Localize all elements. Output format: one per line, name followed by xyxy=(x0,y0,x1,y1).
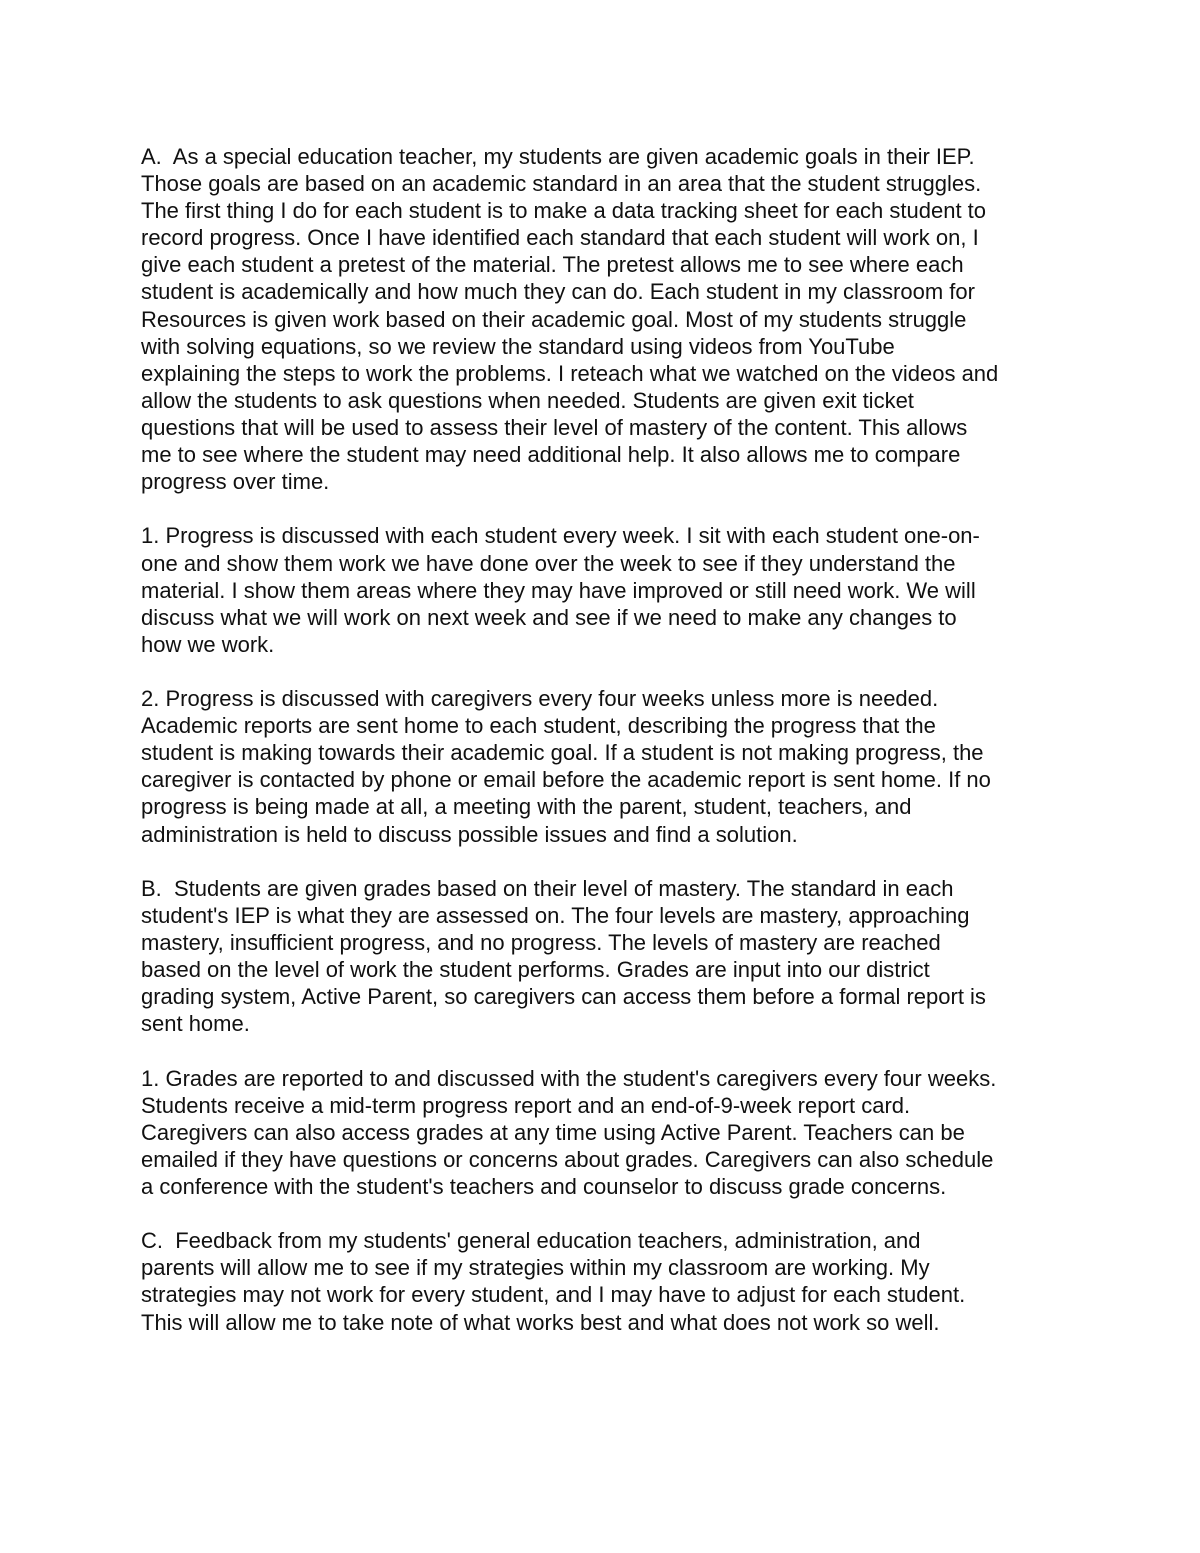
text-line: record progress. Once I have identified each standard that each student will work on, I xyxy=(141,225,979,251)
text-line: give each student a pretest of the material. The pretest allows me to see where each xyxy=(141,252,964,278)
text-line: Academic reports are sent home to each student, describing the progress that the xyxy=(141,713,936,739)
text-line: 1. Progress is discussed with each student every week. I sit with each student one-on- xyxy=(141,523,980,549)
text-line: Those goals are based on an academic standard in an area that the student struggles. xyxy=(141,171,982,197)
paragraph-section-b xyxy=(141,875,1071,1038)
text-line: A. As a special education teacher, my students are given academic goals in their IEP. xyxy=(141,144,975,169)
paragraph-gap xyxy=(141,1037,1071,1064)
text-line: me to see where the student may need additional help. It also allows me to compare xyxy=(141,442,961,468)
paragraph-gap xyxy=(141,658,1071,685)
paragraph-section-a xyxy=(141,143,1071,495)
text-line: explaining the steps to work the problems. I reteach what we watched on the videos and xyxy=(141,360,999,386)
text-line: progress over time. xyxy=(141,469,330,495)
text-line: sent home. xyxy=(141,1011,250,1037)
paragraph-section-a-2 xyxy=(141,685,1071,848)
text-line: student's IEP is what they are assessed on. The four levels are mastery, approaching xyxy=(141,902,970,928)
text-line: with solving equations, so we review the standard using videos from YouTube xyxy=(141,333,895,359)
text-line: student is making towards their academic goal. If a student is not making progress, the xyxy=(141,740,984,766)
text-line: Students receive a mid-term progress report and an end-of-9-week report card. xyxy=(141,1092,911,1118)
text-line: B. Students are given grades based on their level of mastery. The standard in each xyxy=(141,875,954,901)
text-line: allow the students to ask questions when needed. Students are given exit ticket xyxy=(141,387,914,413)
text-line: 1. Grades are reported to and discussed with the student's caregivers every four weeks. xyxy=(141,1065,997,1091)
text-line: discuss what we will work on next week and see if we need to make any changes to xyxy=(141,604,957,630)
text-line: Caregivers can also access grades at any time using Active Parent. Teachers can be xyxy=(141,1119,965,1145)
text-line: caregiver is contacted by phone or email before the academic report is sent home. If no xyxy=(141,767,991,793)
paragraph-gap xyxy=(141,848,1071,875)
paragraph-section-c xyxy=(141,1227,1071,1335)
text-line: grading system, Active Parent, so caregivers can access them before a formal report is xyxy=(141,984,986,1010)
text-line: C. Feedback from my students' general education teachers, administration, and xyxy=(141,1228,921,1254)
text-line: based on the level of work the student performs. Grades are input into our district xyxy=(141,957,930,983)
text-line: mastery, insufficient progress, and no progress. The levels of mastery are reached xyxy=(141,930,941,955)
paragraph-section-b-1 xyxy=(141,1065,1071,1200)
paragraph-gap xyxy=(141,495,1071,522)
text-line: how we work. xyxy=(141,631,275,657)
text-line: This will allow me to take note of what works best and what does not work so well. xyxy=(141,1309,940,1335)
paragraph-section-a-1 xyxy=(141,522,1071,657)
text-line: a conference with the student's teachers and counselor to discuss grade concerns. xyxy=(141,1173,947,1199)
text-line: Resources is given work based on their academic goal. Most of my students struggle xyxy=(141,306,967,332)
text-line: questions that will be used to assess their level of mastery of the content. This allows xyxy=(141,414,968,440)
paragraph-gap xyxy=(141,1200,1071,1227)
text-line: 2. Progress is discussed with caregivers every four weeks unless more is needed. xyxy=(141,686,939,712)
text-line: parents will allow me to see if my strategies within my classroom are working. My xyxy=(141,1255,930,1281)
text-line: progress is being made at all, a meeting with the parent, student, teachers, and xyxy=(141,794,912,820)
text-line: strategies may not work for every student, and I may have to adjust for each student. xyxy=(141,1282,966,1308)
text-line: emailed if they have questions or concerns about grades. Caregivers can also schedule xyxy=(141,1146,994,1172)
text-line: material. I show them areas where they may have improved or still need work. We will xyxy=(141,577,976,603)
document-body xyxy=(141,143,1071,1336)
text-line: administration is held to discuss possible issues and find a solution. xyxy=(141,821,798,847)
text-line: one and show them work we have done over the week to see if they understand the xyxy=(141,550,956,576)
text-line: student is academically and how much they can do. Each student in my classroom for xyxy=(141,279,975,305)
text-line: The first thing I do for each student is to make a data tracking sheet for each student to xyxy=(141,198,987,224)
